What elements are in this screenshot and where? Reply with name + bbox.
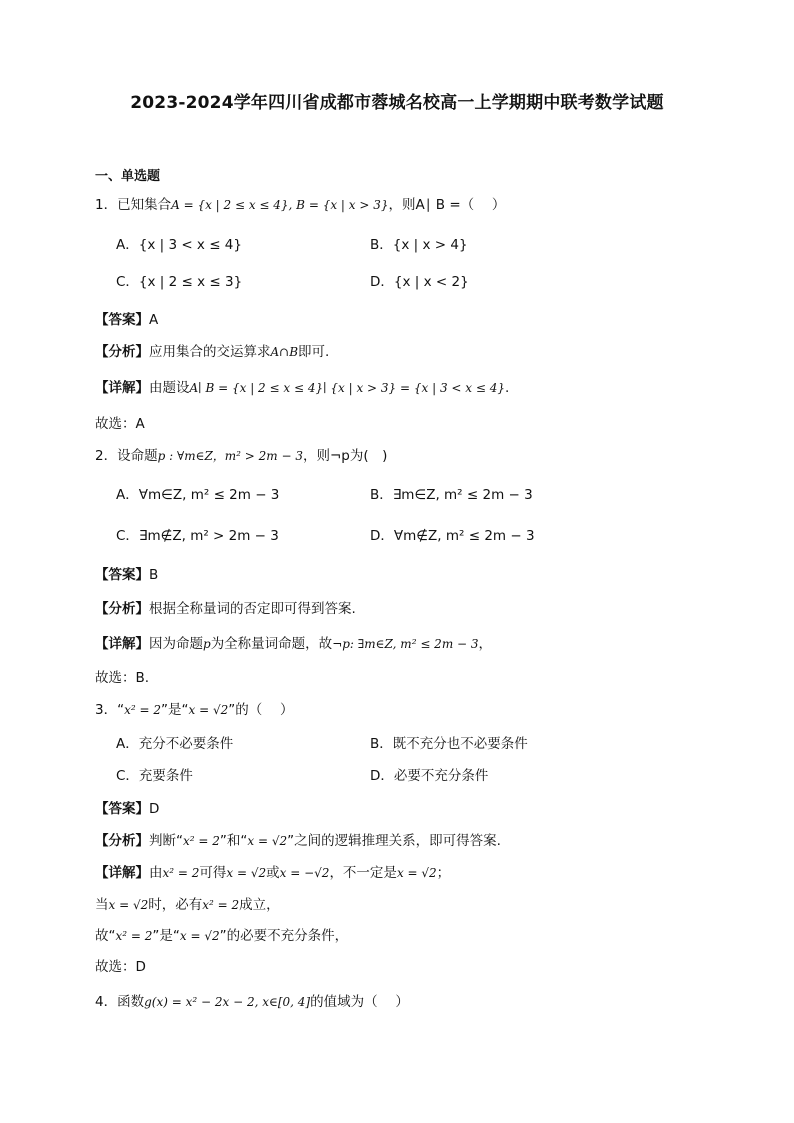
question-4-stem bbox=[95, 990, 409, 1010]
q3-line2-text-c: 成立， bbox=[239, 897, 280, 913]
q3-option-a: A．充分不必要条件 bbox=[116, 736, 234, 752]
q1-expr: A = {x | 2 ≤ x ≤ 4}, B = {x | x > 3} bbox=[171, 198, 389, 212]
detail-tag: 【详解】 bbox=[95, 380, 149, 396]
analysis-tag: 【分析】 bbox=[95, 833, 149, 849]
q1-analysis-text: 应用集合的交运算求 bbox=[149, 344, 271, 360]
detail-tag: 【详解】 bbox=[95, 636, 149, 652]
q1-stem-text: 1．已知集合 bbox=[95, 197, 172, 213]
q3-option-b: B．既不充分也不必要条件 bbox=[370, 736, 528, 752]
q1-detail-text: 由题设 bbox=[149, 380, 190, 396]
q3-detail-math-3: x = −√2 bbox=[279, 866, 330, 880]
section-heading: 一、单选题 bbox=[95, 169, 161, 184]
q1-answer-value: A bbox=[149, 312, 159, 328]
q2-stem-tail: ，则¬p为( ) bbox=[303, 448, 388, 464]
q2-option-b: B．∃m∈Z, m² ≤ 2m − 3 bbox=[370, 487, 533, 503]
q1-option-b: B．{x | x > 4} bbox=[370, 237, 468, 253]
q3-analysis bbox=[95, 829, 501, 849]
q4-expr: g(x) = x² − 2x − 2, x∈[0, 4] bbox=[144, 995, 311, 1009]
q3-detail-math-4: x = √2 bbox=[396, 866, 437, 880]
q3-answer-value: D bbox=[149, 801, 160, 817]
question-1-stem bbox=[95, 193, 505, 213]
q1-detail-math: A∣ B = {x | 2 ≤ x ≤ 4}∣ {x | x > 3} = {x | 3 < x ≤ 4} bbox=[189, 381, 505, 395]
q2-stem-text: 2．设命题 bbox=[95, 448, 158, 464]
detail-tag: 【详解】 bbox=[95, 865, 149, 881]
q2-option-d: D．∀m∉Z, m² ≤ 2m − 3 bbox=[370, 528, 535, 544]
q3-expr-1: x² = 2 bbox=[124, 703, 161, 717]
q2-analysis-text: 根据全称量词的否定即可得到答案. bbox=[149, 601, 356, 617]
q3-stem-mid: ”是“ bbox=[161, 702, 189, 718]
q3-analysis-text-c: ”之间的逻辑推理关系，即可得答案. bbox=[287, 833, 501, 849]
q2-detail bbox=[95, 632, 492, 652]
analysis-tag: 【分析】 bbox=[95, 601, 149, 617]
q2-answer bbox=[95, 563, 158, 583]
q3-line3-text-c: ”的必要不充分条件， bbox=[219, 928, 349, 944]
q3-detail-text-a: 由 bbox=[149, 865, 163, 881]
q3-answer bbox=[95, 797, 159, 817]
q3-line2-math-1: x = √2 bbox=[108, 898, 149, 912]
question-2-stem bbox=[95, 444, 387, 464]
q2-detail-p: p bbox=[203, 637, 211, 651]
q3-detail-math-1: x² = 2 bbox=[162, 866, 200, 880]
q1-detail bbox=[95, 376, 509, 396]
q2-option-a: A．∀m∈Z, m² ≤ 2m − 3 bbox=[116, 487, 280, 503]
q3-stem-tail: ”的（ ） bbox=[228, 702, 294, 718]
q3-detail-math-2: x = √2 bbox=[226, 866, 267, 880]
q3-detail-line-2 bbox=[95, 893, 280, 913]
q2-detail-mid: 为全称量词命题，故 bbox=[210, 636, 333, 652]
q3-line2-text-a: 当 bbox=[95, 897, 109, 913]
q3-line3-math-1: x² = 2 bbox=[115, 929, 153, 943]
q1-option-c: C．{x | 2 ≤ x ≤ 3} bbox=[116, 274, 243, 290]
q3-line2-math-2: x² = 2 bbox=[202, 898, 240, 912]
q3-analysis-math-1: x² = 2 bbox=[183, 834, 220, 848]
page-title: 2023-2024学年四川省成都市蓉城名校高一上学期期中联考数学试题 bbox=[130, 93, 664, 113]
q1-option-a: A．{x | 3 < x ≤ 4} bbox=[116, 237, 242, 253]
q3-option-c: C．充要条件 bbox=[116, 768, 193, 784]
q3-detail-text-c: 或 bbox=[266, 865, 280, 881]
q3-line2-text-b: 时，必有 bbox=[148, 897, 203, 913]
q3-analysis-math-2: x = √2 bbox=[247, 834, 288, 848]
q1-detail-tail: . bbox=[505, 380, 510, 396]
q1-analysis-tail: 即可. bbox=[298, 344, 330, 360]
q3-stem-text: 3．“ bbox=[95, 702, 125, 718]
q3-line3-math-2: x = √2 bbox=[179, 929, 220, 943]
q3-detail-text-e: ； bbox=[436, 865, 451, 881]
answer-tag: 【答案】 bbox=[95, 567, 149, 583]
q1-answer bbox=[95, 308, 158, 328]
q1-option-d: D．{x | x < 2} bbox=[370, 274, 469, 290]
q2-option-c: C．∃m∉Z, m² > 2m − 3 bbox=[116, 528, 279, 544]
q2-detail-text: 因为命题 bbox=[149, 636, 203, 652]
q4-stem-text: 4．函数 bbox=[95, 994, 145, 1010]
q3-detail bbox=[95, 861, 450, 881]
q2-choose: 故选：B. bbox=[95, 670, 150, 686]
q3-option-d: D．必要不充分条件 bbox=[370, 768, 489, 784]
q3-line3-text-a: 故“ bbox=[95, 928, 116, 944]
q2-detail-math: ¬p: ∃m∈Z, m² ≤ 2m − 3 bbox=[332, 637, 479, 651]
q3-choose: 故选：D bbox=[95, 959, 146, 975]
answer-tag: 【答案】 bbox=[95, 312, 149, 328]
q1-analysis-math: A∩B bbox=[270, 345, 299, 359]
q2-answer-value: B bbox=[149, 567, 159, 583]
q2-expr: p : ∀m∈Z，m² > 2m − 3 bbox=[157, 449, 303, 463]
q3-detail-text-d: ，不一定是 bbox=[329, 865, 397, 881]
q3-detail-text-b: 可得 bbox=[199, 865, 227, 881]
answer-tag: 【答案】 bbox=[95, 801, 149, 817]
q1-choose: 故选：A bbox=[95, 416, 145, 432]
q4-stem-tail: 的值域为（ ） bbox=[310, 994, 409, 1010]
q2-detail-tail: ， bbox=[478, 636, 493, 652]
q1-analysis bbox=[95, 340, 329, 360]
q3-detail-line-3 bbox=[95, 924, 348, 944]
question-3-stem bbox=[95, 698, 294, 718]
q3-line3-text-b: ”是“ bbox=[152, 928, 180, 944]
q2-analysis bbox=[95, 597, 356, 617]
q3-expr-2: x = √2 bbox=[188, 703, 229, 717]
analysis-tag: 【分析】 bbox=[95, 344, 149, 360]
q3-analysis-text-b: ”和“ bbox=[219, 833, 248, 849]
q1-stem-tail: ，则A∣ B =（ ） bbox=[388, 197, 506, 213]
q3-analysis-text-a: 判断“ bbox=[149, 833, 183, 849]
